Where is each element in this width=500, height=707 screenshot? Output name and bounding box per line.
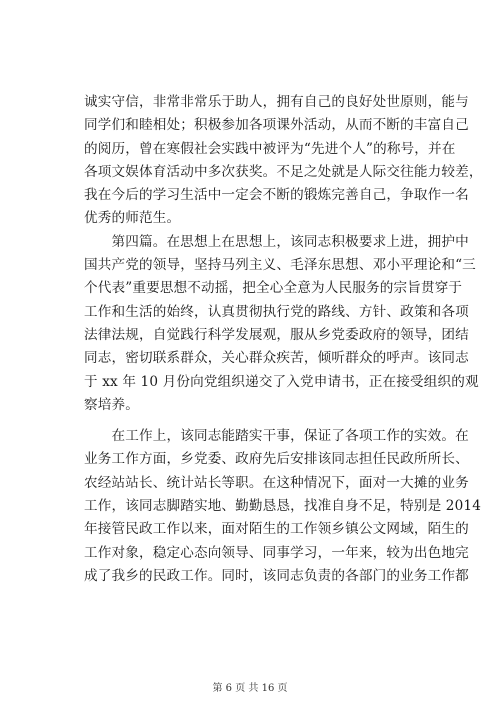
text-line: 诚实守信，非常非常乐于助人，拥有自己的良好处世原则，能与: [84, 94, 469, 110]
text-line: 工作，该同志脚踏实地、勤勤恳恳，找准自身不足，特别是 2014: [84, 498, 482, 515]
text-line: 第四篇。在思想上在思想上，该同志积极要求上进，拥护中: [84, 233, 469, 250]
text-line: 各项文娱体育活动中多次获奖。不足之处就是人际交往能力较差，: [84, 163, 483, 180]
text-line: 的阅历，曾在寒假社会实践中被评为“先进个人”的称号，并在: [84, 140, 456, 157]
paragraph-2: [84, 231, 479, 417]
text-line: 于 xx 年 10 月份向党组织递交了入党申请书，正在接受组织的观: [84, 373, 479, 390]
text-line: 国共产党的领导，坚持马列主义、毛泽东思想、邓小平理论和“三: [84, 257, 476, 274]
text-line: 年接管民政工作以来，面对陌生的工作领乡镇公文网域，陌生的: [84, 521, 469, 538]
text-line: 农经站站长、统计站长等职。在这种情况下，面对一大摊的业务: [84, 474, 469, 491]
text-line: 同志，密切联系群众，关心群众疾苦，倾听群众的呼声。该同志: [84, 350, 469, 367]
text-line: 优秀的师范生。: [84, 210, 181, 227]
text-line: 法律法规，自觉践行科学发展观，服从乡党委政府的领导，团结: [84, 326, 469, 343]
paragraph-3: [84, 425, 482, 588]
page-footer: 第 6 页 共 16 页: [212, 683, 288, 694]
text-line: 同学们和睦相处；积极参加各项课外活动，从而不断的丰富自己: [84, 117, 469, 134]
text-line: 工作和生活的始终，认真贯彻执行党的路线、方针、政策和各项: [84, 303, 469, 320]
text-line: 我在今后的学习生活中一定会不断的锻炼完善自己，争取作一名: [84, 187, 469, 204]
text-line: 在工作上，该同志能踏实干事，保证了各项工作的实效。在: [84, 428, 469, 445]
text-line: 工作对象，稳定心态向领导、同事学习，一年来，较为出色地完: [84, 544, 469, 561]
text-line: 成了我乡的民政工作。同时，该同志负责的各部门的业务工作都: [84, 567, 469, 584]
text-line: 业务工作方面，乡党委、政府先后安排该同志担任民政所所长、: [84, 451, 469, 468]
body-text: [84, 91, 483, 588]
text-line: 个代表”重要思想不动摇，把全心全意为人民服务的宗旨贯穿于: [84, 280, 463, 297]
paragraph-1: [84, 91, 483, 231]
text-line: 察培养。: [84, 396, 139, 413]
